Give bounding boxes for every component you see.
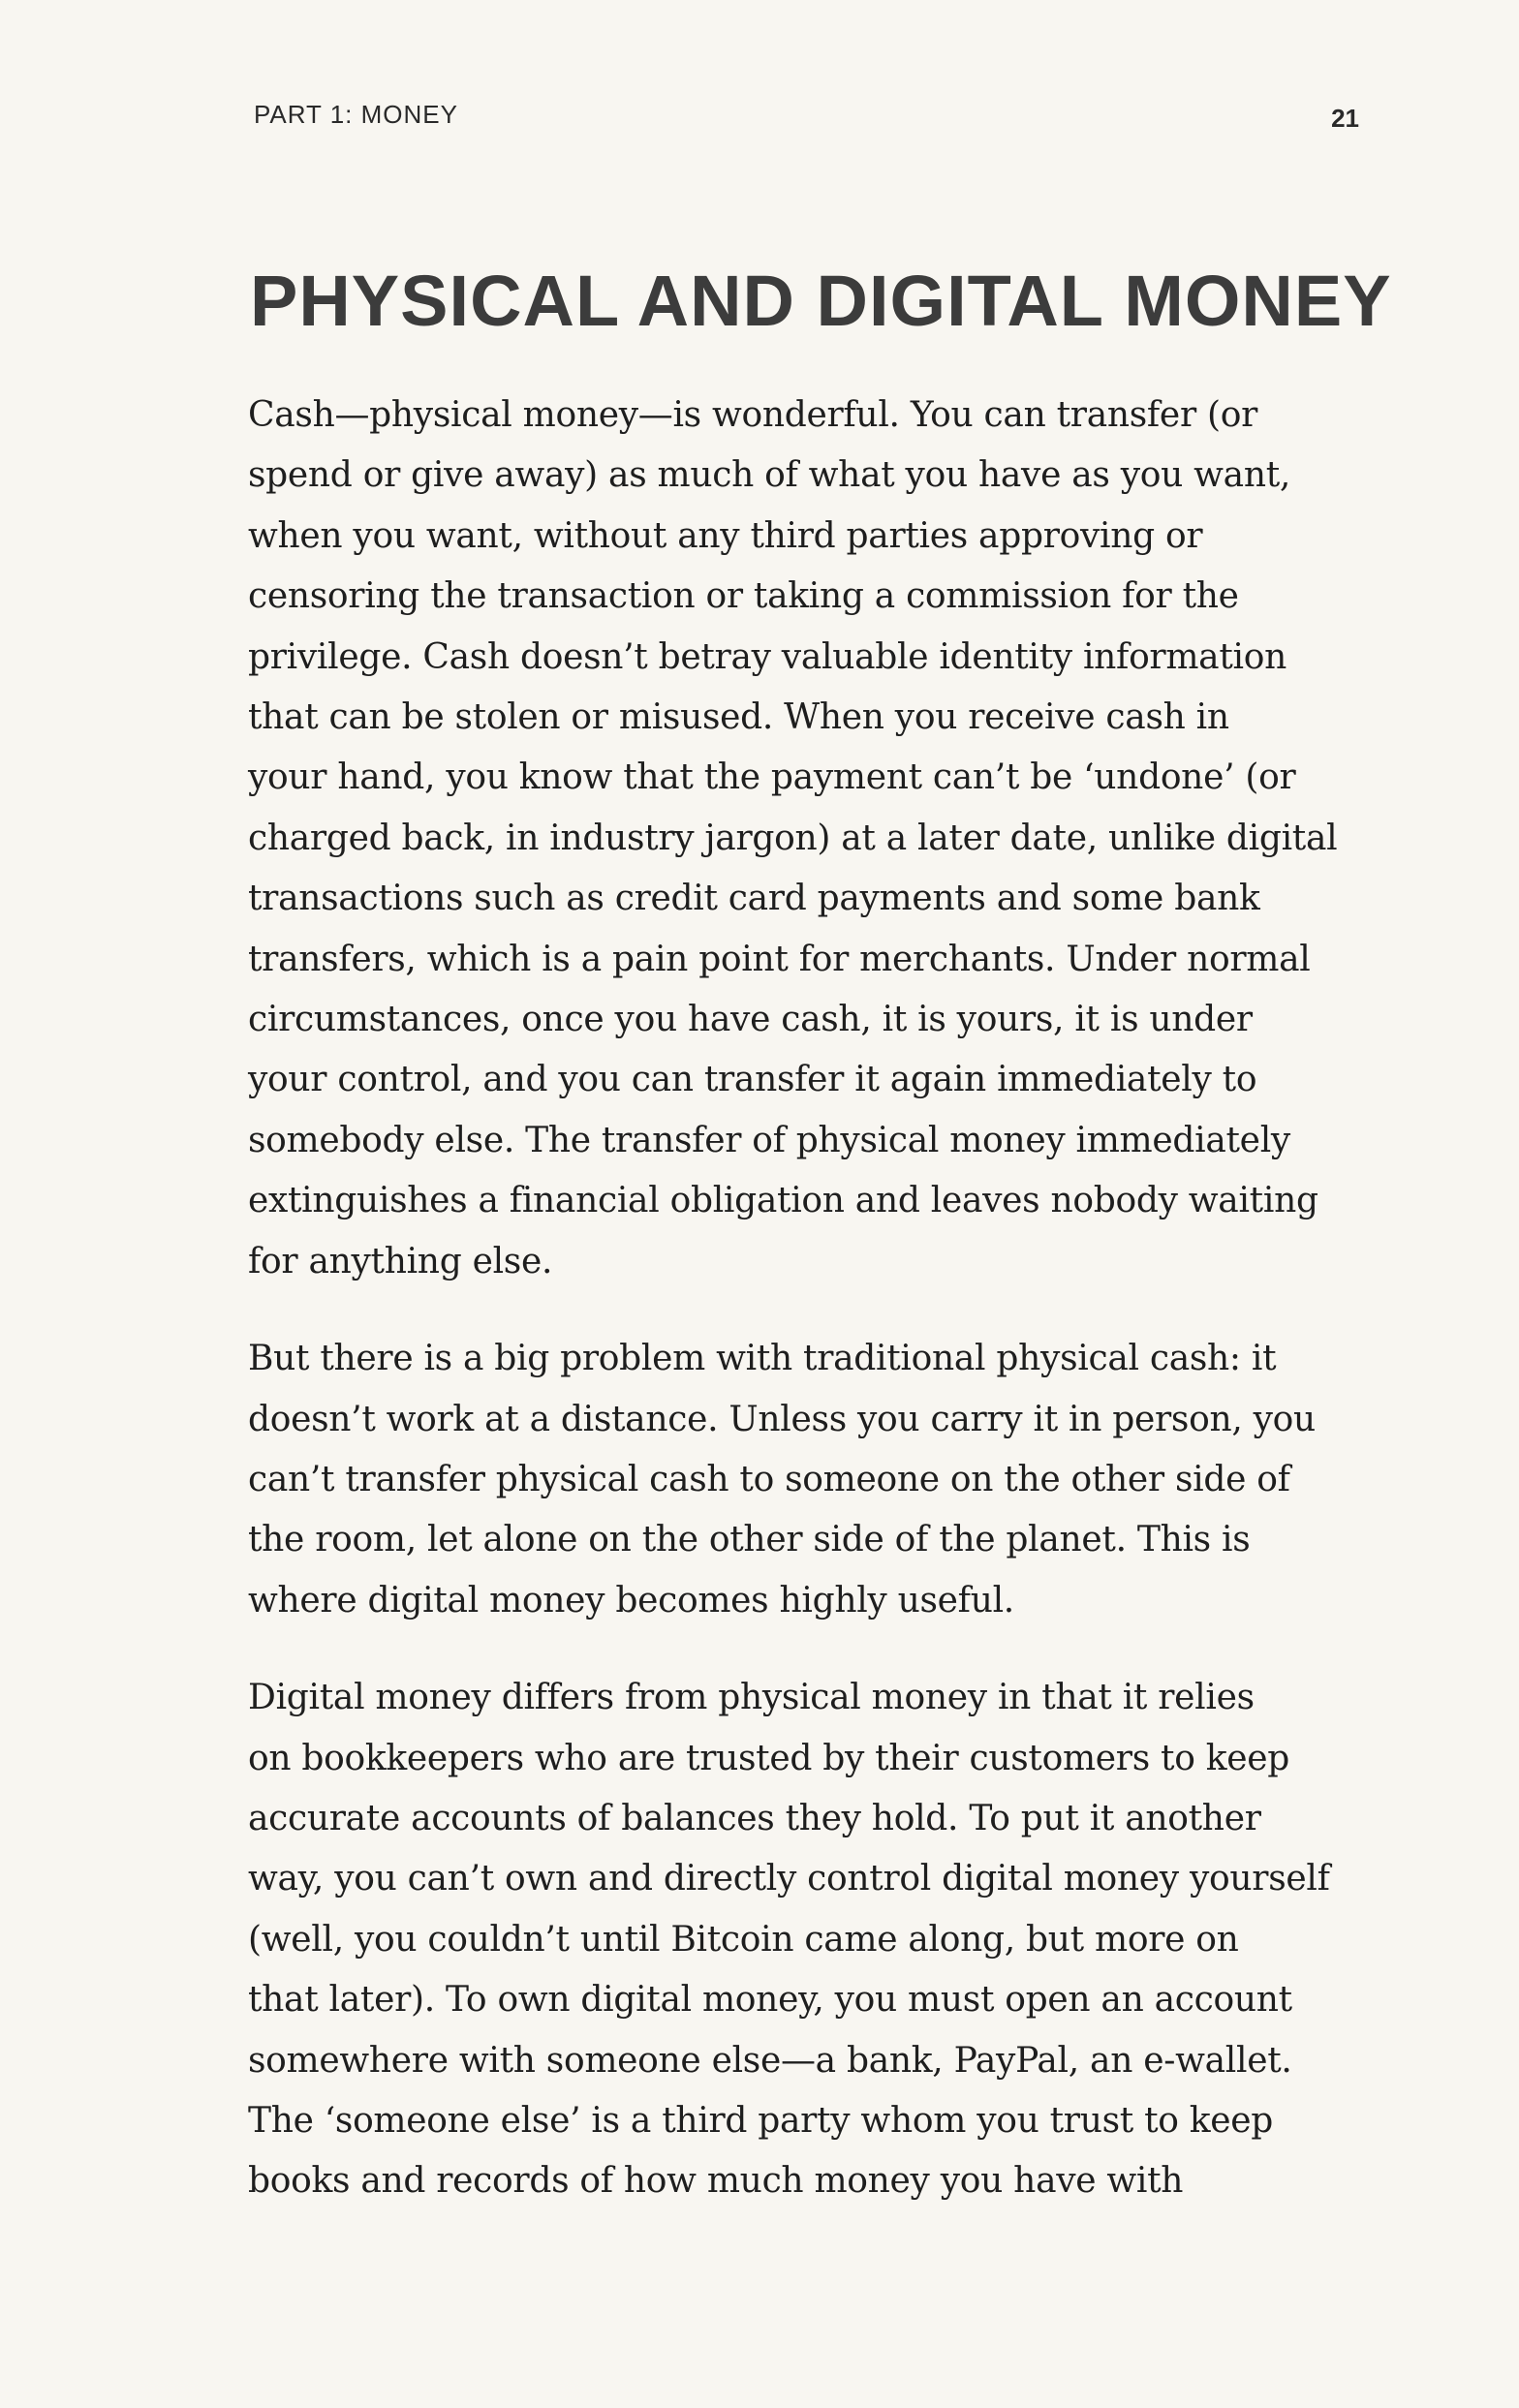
chapter-title: PHYSICAL AND DIGITAL MONEY [250, 261, 1392, 341]
paragraph-distance-problem: But there is a big problem with traditional physical cash: it doesn’t work at a distance. Unless you carry it in person, you can’t transfer physical cash to someone on the other side of the room, let alone on the other side of the planet. This is where digital money becomes highly useful. [248, 1339, 1316, 1621]
body-text [248, 386, 1372, 2249]
page-number: 21 [1331, 104, 1359, 133]
paragraph-digital-money: Digital money differs from physical money in that it relies on bookkeepers who are trusted by their customers to keep accurate accounts of balances they hold. To put it another way, you can’t own and directly control digital money yourself (well, you couldn’t until Bitcoin came along, but more on that later). To own digital money, you must open an account somewhere with someone else—a bank, PayPal, an e-wallet. The ‘someone else’ is a third party whom you trust to keep books and records of how much money you have with [248, 1678, 1330, 2202]
running-header: PART 1: MONEY [254, 100, 458, 129]
paragraph-cash: Cash—physical money—is wonderful. You can transfer (or spend or give away) as much of what you have as you want, when you want, without any third parties approving or censoring the transaction or taking a commission for the privilege. Cash doesn’t betray valuable identity information that can be stolen or misused. When you receive cash in your hand, you know that the payment can’t be ‘undone’ (or charged back, in industry jargon) at a later date, unlike digital transactions such as credit card payments and some bank transfers, which is a pain point for merchants. Under normal circumstances, once you have cash, it is yours, it is under your control, and you can transfer it again immediately to somebody else. The transfer of physical money immediately extinguishes a financial obligation and leaves nobody waiting for anything else. [248, 395, 1338, 1281]
